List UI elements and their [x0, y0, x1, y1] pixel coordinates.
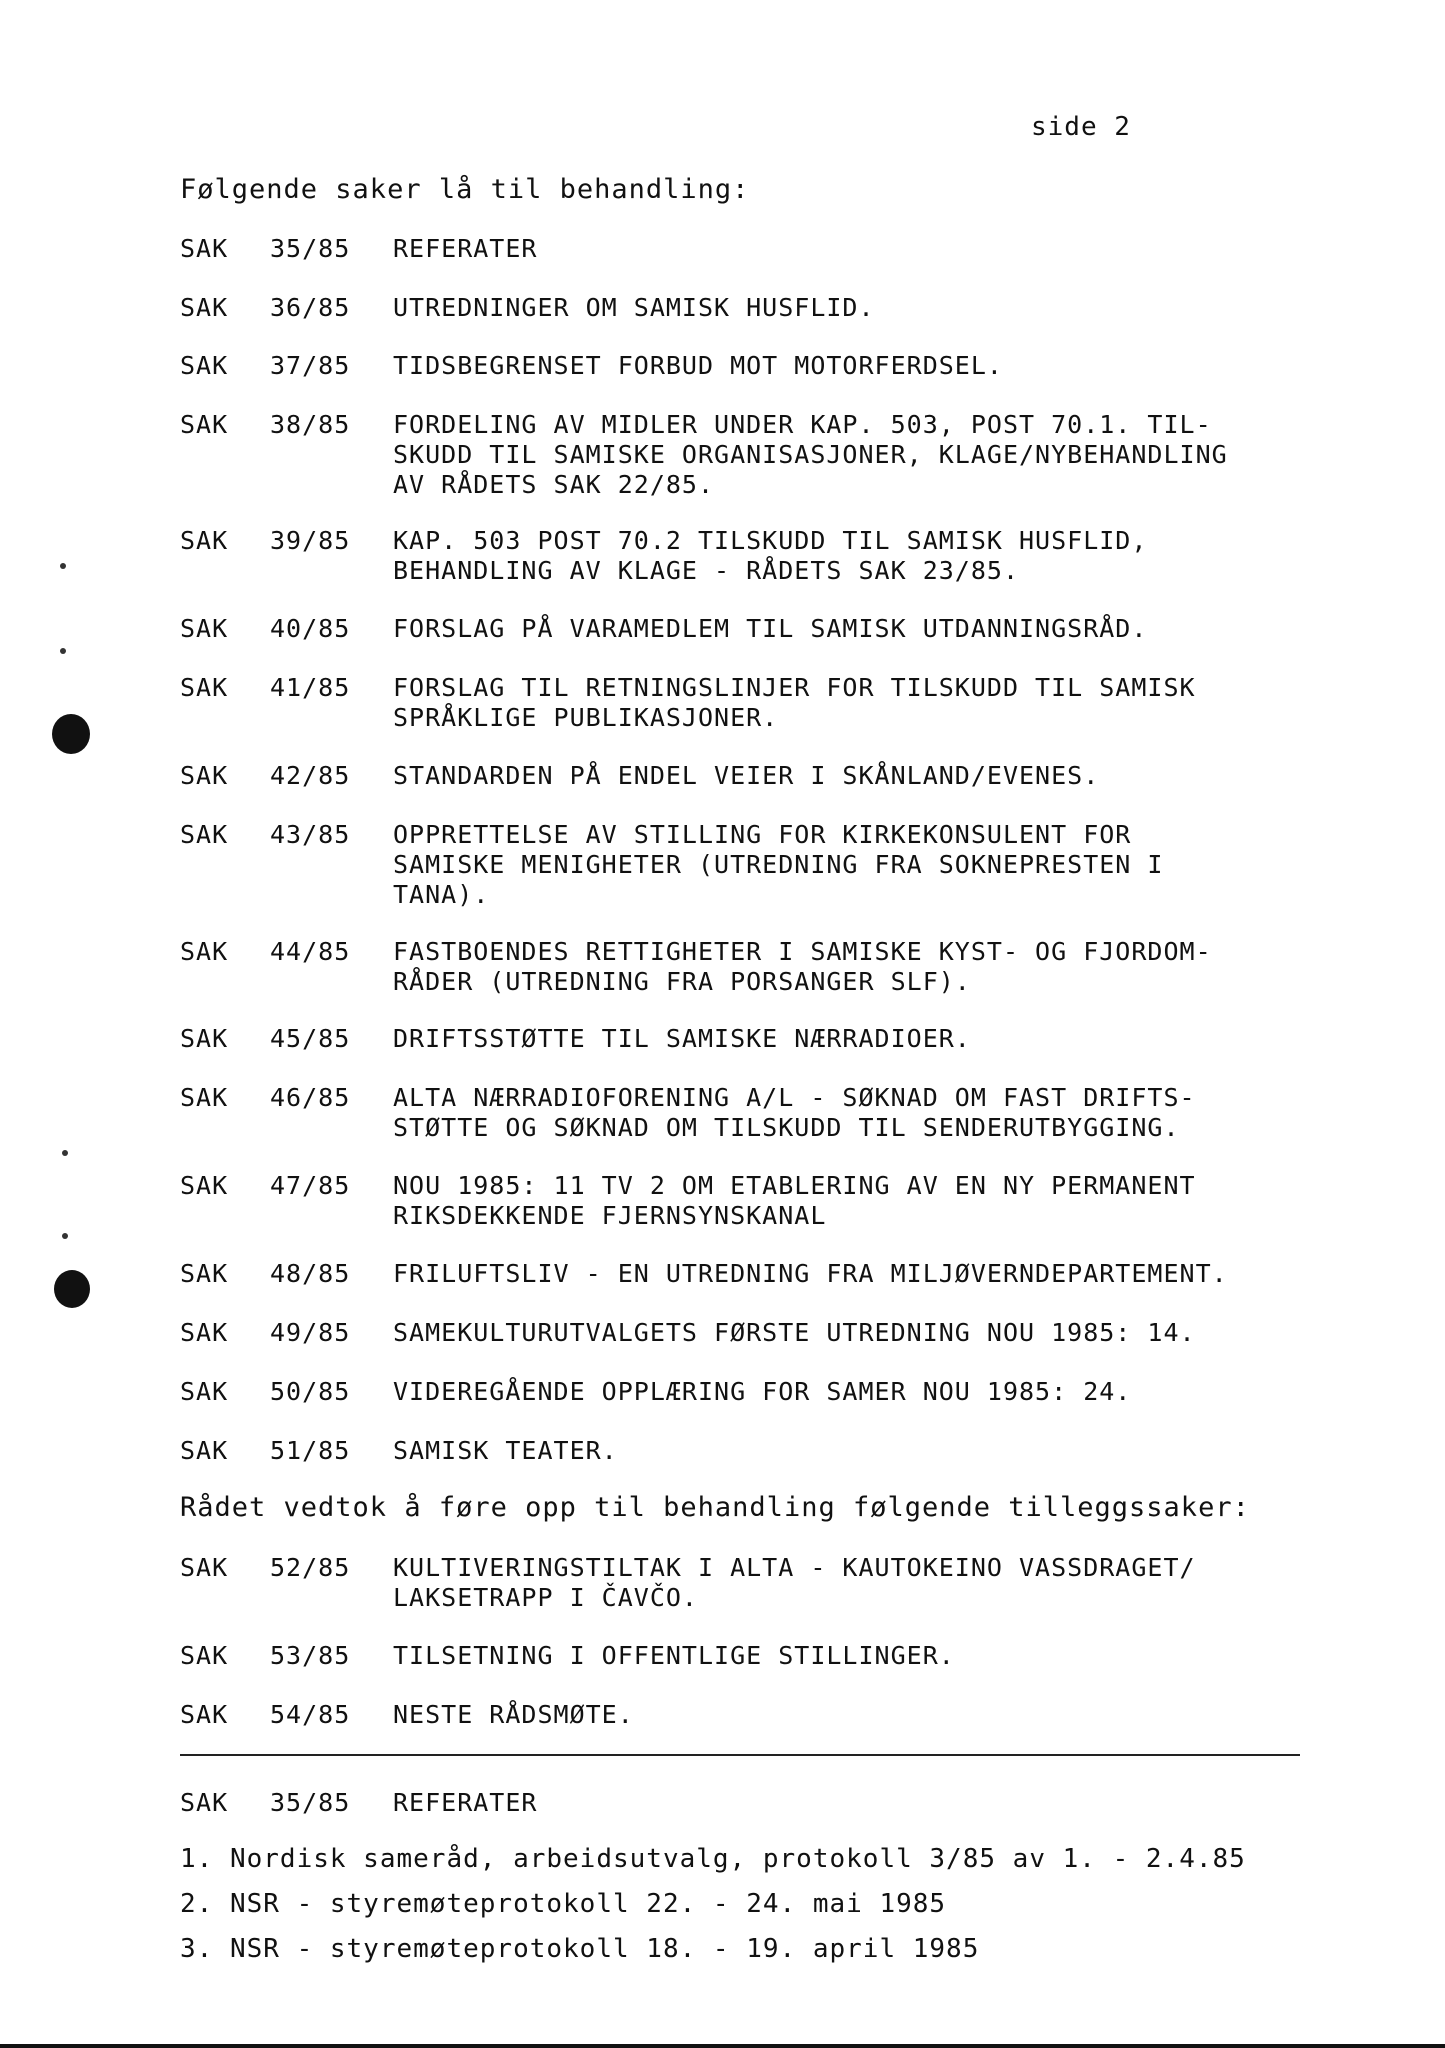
sak-label: SAK — [180, 1171, 229, 1200]
section-divider — [180, 1754, 1300, 1756]
punch-hole-bottom — [54, 1270, 90, 1308]
sak-title: TILSETNING I OFFENTLIGE STILLINGER. — [393, 1641, 955, 1670]
sak-number: 46/85 — [270, 1083, 351, 1112]
punch-hole-top — [52, 714, 90, 754]
sak-label: SAK — [180, 1318, 229, 1347]
sak-label: SAK — [180, 1377, 229, 1406]
sak-title: REFERATER — [393, 1788, 538, 1817]
sak-number: 35/85 — [270, 1788, 351, 1817]
scan-speck — [62, 1233, 68, 1239]
sak-number: 53/85 — [270, 1641, 351, 1670]
sak-label: SAK — [180, 1024, 229, 1053]
sak-label: SAK — [180, 1436, 229, 1465]
sak-number: 37/85 — [270, 351, 351, 380]
referat-item: 3. NSR - styremøteprotokoll 18. - 19. april 1985 — [180, 1934, 980, 1964]
sak-label: SAK — [180, 1700, 229, 1729]
sak-label: SAK — [180, 351, 229, 380]
sak-number: 35/85 — [270, 234, 351, 263]
sak-label: SAK — [180, 234, 229, 263]
sak-title: FORSLAG TIL RETNINGSLINJER FOR TILSKUDD TIL SAMISK SPRÅKLIGE PUBLIKASJONER. — [393, 673, 1196, 732]
scan-speck — [60, 648, 66, 654]
sak-title: STANDARDEN PÅ ENDEL VEIER I SKÅNLAND/EVENES. — [393, 761, 1100, 790]
sak-title: SAMEKULTURUTVALGETS FØRSTE UTREDNING NOU 1985: 14. — [393, 1318, 1196, 1347]
sak-label: SAK — [180, 1641, 229, 1670]
sak-number: 41/85 — [270, 673, 351, 702]
sak-number: 39/85 — [270, 526, 351, 555]
sak-number: 43/85 — [270, 820, 351, 849]
sak-title: ALTA NÆRRADIOFORENING A/L - SØKNAD OM FAST DRIFTS- STØTTE OG SØKNAD OM TILSKUDD TIL SENDERUTBYGGING. — [393, 1083, 1196, 1142]
sak-title: FORDELING AV MIDLER UNDER KAP. 503, POST 70.1. TIL- SKUDD TIL SAMISKE ORGANISASJONER, KLAGE/NYBEHANDLING AV RÅDETS SAK 22/85. — [393, 410, 1228, 499]
sak-title: SAMISK TEATER. — [393, 1436, 618, 1465]
sak-number: 44/85 — [270, 937, 351, 966]
sak-number: 52/85 — [270, 1553, 351, 1582]
sak-label: SAK — [180, 1083, 229, 1112]
sak-label: SAK — [180, 293, 229, 322]
sak-label: SAK — [180, 614, 229, 643]
sak-number: 54/85 — [270, 1700, 351, 1729]
sak-title: FRILUFTSLIV - EN UTREDNING FRA MILJØVERNDEPARTEMENT. — [393, 1259, 1228, 1288]
sak-label: SAK — [180, 1259, 229, 1288]
sak-title: NESTE RÅDSMØTE. — [393, 1700, 634, 1729]
intro-text: Følgende saker lå til behandling: — [180, 174, 750, 205]
sak-number: 38/85 — [270, 410, 351, 439]
sak-title: VIDEREGÅENDE OPPLÆRING FOR SAMER NOU 1985: 24. — [393, 1377, 1132, 1406]
sak-label: SAK — [180, 1788, 229, 1817]
sak-number: 47/85 — [270, 1171, 351, 1200]
sak-label: SAK — [180, 673, 229, 702]
sak-title: FORSLAG PÅ VARAMEDLEM TIL SAMISK UTDANNINGSRÅD. — [393, 614, 1148, 643]
sak-title: TIDSBEGRENSET FORBUD MOT MOTORFERDSEL. — [393, 351, 1003, 380]
scan-bottom-edge — [0, 2044, 1445, 2048]
referat-item: 1. Nordisk sameråd, arbeidsutvalg, protokoll 3/85 av 1. - 2.4.85 — [180, 1844, 1246, 1874]
sak-title: REFERATER — [393, 234, 538, 263]
sak-title: KAP. 503 POST 70.2 TILSKUDD TIL SAMISK HUSFLID, BEHANDLING AV KLAGE - RÅDETS SAK 23/85. — [393, 526, 1148, 585]
scan-speck — [60, 563, 66, 569]
page-number: side 2 — [1031, 112, 1131, 142]
sak-number: 42/85 — [270, 761, 351, 790]
sak-number: 40/85 — [270, 614, 351, 643]
sak-title: NOU 1985: 11 TV 2 OM ETABLERING AV EN NY PERMANENT RIKSDEKKENDE FJERNSYNSKANAL — [393, 1171, 1196, 1230]
sak-number: 49/85 — [270, 1318, 351, 1347]
sak-label: SAK — [180, 1553, 229, 1582]
sak-number: 36/85 — [270, 293, 351, 322]
sak-title: UTREDNINGER OM SAMISK HUSFLID. — [393, 293, 875, 322]
sak-label: SAK — [180, 820, 229, 849]
sak-label: SAK — [180, 937, 229, 966]
sak-number: 51/85 — [270, 1436, 351, 1465]
sak-label: SAK — [180, 526, 229, 555]
sak-number: 48/85 — [270, 1259, 351, 1288]
sak-title: KULTIVERINGSTILTAK I ALTA - KAUTOKEINO VASSDRAGET/ LAKSETRAPP I ČAVČO. — [393, 1553, 1196, 1612]
sak-title: OPPRETTELSE AV STILLING FOR KIRKEKONSULENT FOR SAMISKE MENIGHETER (UTREDNING FRA SOKNEPRESTEN I TANA). — [393, 820, 1164, 909]
sak-label: SAK — [180, 761, 229, 790]
sak-label: SAK — [180, 410, 229, 439]
additional-cases-intro: Rådet vedtok å føre opp til behandling følgende tilleggssaker: — [180, 1492, 1250, 1523]
sak-title: DRIFTSSTØTTE TIL SAMISKE NÆRRADIOER. — [393, 1024, 971, 1053]
sak-number: 45/85 — [270, 1024, 351, 1053]
scan-speck — [62, 1150, 68, 1156]
sak-title: FASTBOENDES RETTIGHETER I SAMISKE KYST- OG FJORDOM- RÅDER (UTREDNING FRA PORSANGER SLF). — [393, 937, 1212, 996]
sak-number: 50/85 — [270, 1377, 351, 1406]
referat-item: 2. NSR - styremøteprotokoll 22. - 24. mai 1985 — [180, 1889, 947, 1919]
